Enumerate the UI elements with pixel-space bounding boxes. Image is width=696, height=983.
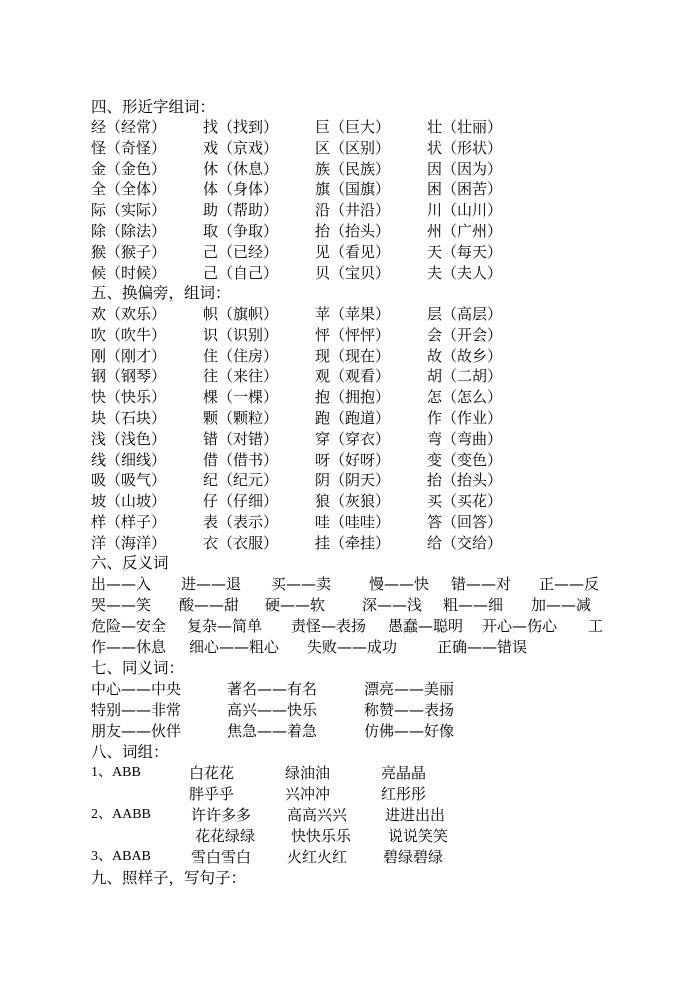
word-cell: 弯（弯曲） — [427, 429, 503, 448]
phrase: 白花花 — [189, 764, 235, 782]
phrase: 雪白雪白 — [191, 848, 252, 866]
section9-heading: 九、照样子，写句子： — [91, 869, 247, 887]
phrase: 高高兴兴 — [287, 806, 348, 824]
word-cell: 现（现在） — [315, 346, 391, 365]
phrase: 进进出出 — [385, 806, 446, 824]
word-cell: 买（买花） — [427, 492, 503, 511]
phrase: 花花绿绿 — [195, 827, 256, 845]
word-cell: 变（变色） — [427, 450, 503, 469]
phrase: 亮晶晶 — [381, 764, 427, 782]
synonym-pair: 高兴——快乐 — [227, 701, 318, 719]
word-cell: 贝（宝贝） — [315, 263, 391, 282]
antonym-pair: 责怪—表扬 — [291, 617, 367, 635]
section5-heading: 五、换偏旁，组词： — [91, 284, 231, 302]
antonym-pair: 加——减 — [531, 596, 592, 614]
word-cell: 取（争取） — [203, 222, 279, 240]
word-cell: 体（身体） — [203, 180, 279, 199]
antonym-pair: 慢——快 — [369, 575, 430, 593]
word-cell: 狼（灰狼） — [315, 492, 391, 511]
word-cell: 候（时候） — [91, 263, 167, 282]
word-cell: 吹（吹牛） — [91, 325, 167, 344]
word-cell: 川（山川） — [427, 201, 503, 220]
word-cell: 棵（一棵） — [203, 388, 279, 407]
antonym-pair: 危险—安全 — [91, 617, 167, 635]
word-cell: 苹（苹果） — [315, 305, 391, 323]
word-cell: 往（来往） — [203, 367, 279, 386]
word-cell: 哇（哇哇） — [315, 513, 391, 531]
word-cell: 夫（夫人） — [427, 263, 503, 282]
word-cell: 吸（吸气） — [91, 471, 167, 490]
pattern-label: 3、ABAB — [91, 849, 151, 864]
pattern-label: 2、AABB — [91, 807, 151, 822]
word-cell: 借（借书） — [203, 450, 279, 469]
word-cell: 找（找到） — [203, 118, 279, 136]
word-cell: 答（回答） — [427, 513, 503, 531]
word-cell: 欢（欢乐） — [91, 305, 167, 323]
word-cell: 天（每天） — [427, 242, 503, 261]
word-cell: 经（经常） — [91, 118, 167, 136]
word-cell: 跑（跑道） — [315, 409, 391, 427]
word-cell: 怎（怎么） — [427, 388, 503, 407]
word-cell: 洋（海洋） — [91, 533, 167, 552]
antonym-pair: 正——反 — [539, 575, 600, 593]
word-cell: 休（休息） — [203, 159, 279, 178]
word-cell: 区（区别） — [315, 138, 391, 157]
word-cell: 坡（山坡） — [91, 492, 167, 511]
word-cell: 颗（颗粒） — [203, 409, 279, 427]
word-cell: 快（快乐） — [91, 388, 167, 407]
antonym-pair: 细心——粗心 — [189, 638, 280, 656]
word-cell: 猴（猴子） — [91, 242, 167, 261]
word-cell: 给（交给） — [427, 533, 503, 552]
antonym-pair: 买——卖 — [271, 575, 332, 593]
phrase: 绿油油 — [285, 764, 331, 782]
word-cell: 怪（奇怪） — [91, 138, 167, 157]
phrase: 快快乐乐 — [291, 827, 352, 845]
word-cell: 纪（纪元） — [203, 471, 279, 490]
word-cell: 困（困苦） — [427, 180, 503, 199]
word-cell: 故（故乡） — [427, 346, 503, 365]
synonym-pair: 称赞——表扬 — [364, 701, 455, 719]
synonym-pair: 特别——非常 — [91, 701, 182, 719]
word-cell: 全（全体） — [91, 180, 167, 199]
synonym-pair: 朋友——伙伴 — [91, 722, 182, 740]
word-cell: 己（已经） — [203, 242, 279, 261]
section8-heading: 八、词组： — [91, 743, 169, 761]
antonym-pair: 酸——甜 — [179, 596, 240, 614]
synonym-pair: 漂亮——美丽 — [364, 680, 455, 698]
word-cell: 除（除法） — [91, 222, 167, 240]
word-cell: 挂（牵挂） — [315, 533, 391, 552]
word-cell: 胡（二胡） — [427, 367, 503, 386]
phrase: 碧绿碧绿 — [383, 848, 444, 866]
word-cell: 戏（京戏） — [203, 138, 279, 157]
word-cell: 壮（壮丽） — [427, 118, 503, 136]
phrase: 胖乎乎 — [189, 785, 235, 803]
phrase: 红彤彤 — [381, 785, 427, 803]
word-cell: 帜（旗帜） — [203, 305, 279, 323]
word-cell: 见（看见） — [315, 242, 391, 261]
section6-heading: 六、反义词 — [91, 554, 169, 572]
phrase: 说说笑笑 — [388, 827, 449, 845]
phrase: 火红火红 — [287, 848, 348, 866]
antonym-pair: 哭——笑 — [91, 596, 152, 614]
synonym-pair: 焦急——着急 — [227, 722, 318, 740]
word-cell: 钢（钢琴） — [91, 367, 167, 386]
phrase: 兴冲冲 — [285, 785, 331, 803]
word-cell: 观（观看） — [315, 367, 391, 386]
word-cell: 仔（仔细） — [203, 492, 279, 511]
antonym-pair: 开心—伤心 — [482, 617, 558, 635]
word-cell: 抬（抬头） — [315, 222, 391, 240]
antonym-pair: 作——休息 — [91, 638, 167, 656]
word-cell: 因（因为） — [427, 159, 503, 178]
word-cell: 抱（拥抱） — [315, 388, 391, 407]
word-cell: 会（开会） — [427, 325, 503, 344]
word-cell: 状（形状） — [427, 138, 503, 157]
word-cell: 层（高层） — [427, 305, 503, 323]
word-cell: 线（细线） — [91, 450, 167, 469]
word-cell: 刚（刚才） — [91, 346, 167, 365]
antonym-pair: 深——浅 — [362, 596, 423, 614]
word-cell: 际（实际） — [91, 201, 167, 220]
word-cell: 抬（抬头） — [427, 471, 503, 490]
word-cell: 金（金色） — [91, 159, 167, 178]
antonym-pair: 工 — [588, 617, 604, 635]
word-cell: 阴（阴天） — [315, 471, 391, 490]
synonym-pair: 著名——有名 — [227, 680, 318, 698]
word-cell: 块（石块） — [91, 409, 167, 427]
word-cell: 样（样子） — [91, 513, 167, 531]
word-cell: 住（住房） — [203, 346, 279, 365]
word-cell: 沿（井沿） — [315, 201, 391, 220]
antonym-pair: 硬——软 — [265, 596, 326, 614]
synonym-pair: 仿佛——好像 — [364, 722, 455, 740]
section4-heading: 四、形近字组词： — [91, 98, 216, 116]
word-cell: 识（识别） — [203, 325, 279, 344]
word-cell: 穿（穿衣） — [315, 429, 391, 448]
word-cell: 错（对错） — [203, 429, 279, 448]
antonym-pair: 复杂—简单 — [187, 617, 263, 635]
pattern-label: 1、ABB — [91, 765, 141, 780]
word-cell: 呀（好呀） — [315, 450, 391, 469]
word-cell: 衣（衣服） — [203, 533, 279, 552]
word-cell: 州（广州） — [427, 222, 503, 240]
word-cell: 己（自己） — [203, 263, 279, 282]
antonym-pair: 出——入 — [91, 575, 152, 593]
word-cell: 巨（巨大） — [315, 118, 391, 136]
word-cell: 助（帮助） — [203, 201, 279, 220]
section7-heading: 七、同义词： — [91, 659, 185, 677]
phrase: 许许多多 — [191, 806, 252, 824]
word-cell: 作（作业） — [427, 409, 503, 427]
antonym-pair: 粗——细 — [443, 596, 504, 614]
antonym-pair: 正确——错误 — [437, 638, 528, 656]
antonym-pair: 错——对 — [451, 575, 512, 593]
word-cell: 族（民族） — [315, 159, 391, 178]
synonym-pair: 中心——中央 — [91, 680, 182, 698]
word-cell: 怦（怦怦） — [315, 325, 391, 344]
antonym-pair: 进——退 — [181, 575, 242, 593]
antonym-pair: 失败——成功 — [307, 638, 398, 656]
word-cell: 浅（浅色） — [91, 429, 167, 448]
antonym-pair: 愚蠢—聪明 — [388, 617, 464, 635]
word-cell: 表（表示） — [203, 513, 279, 531]
word-cell: 旗（国旗） — [315, 180, 391, 199]
